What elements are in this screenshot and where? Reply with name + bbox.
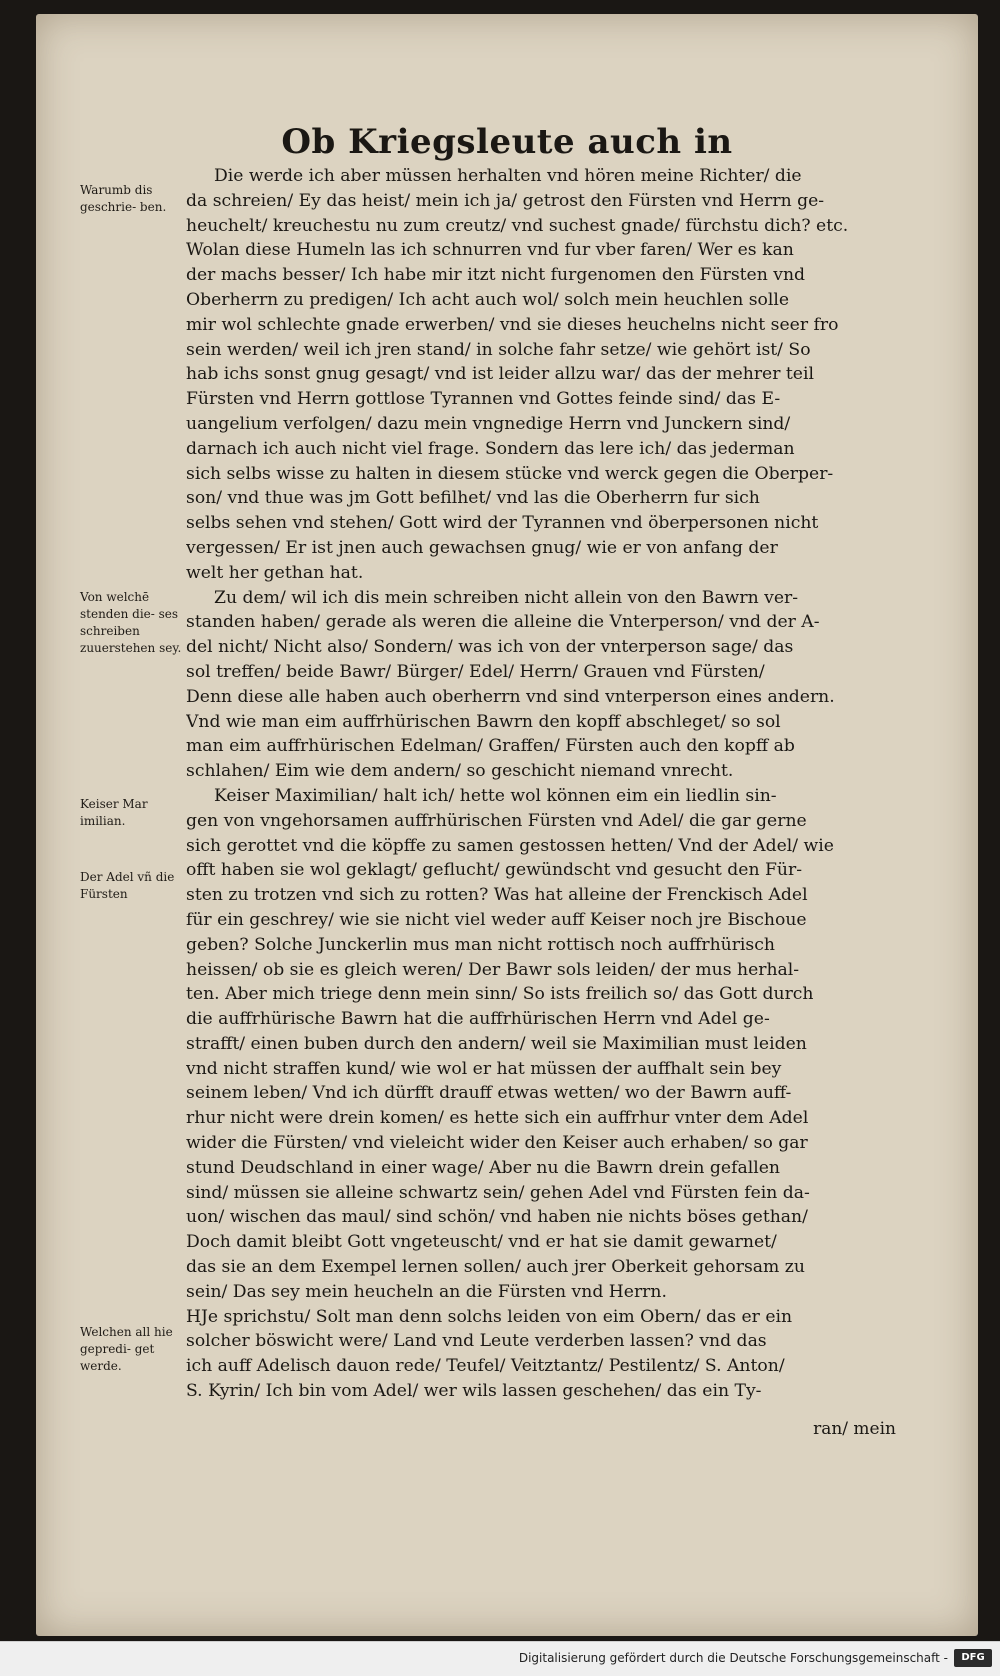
text-line: Keiser Maximilian/ halt ich/ hette wol können eim ein liedlin sin- [214,785,777,806]
text-line: Denn diese alle haben auch oberherrn vnd sind vnterperson eines andern. [186,686,835,707]
margin-note: Keiser Mar imilian. [80,797,148,828]
margin-note: Warumb dis geschrie- ben. [80,183,167,214]
text-line: geben? Solche Junckerlin mus man nicht rottisch noch auffrhürisch [186,934,775,955]
text-line: man eim auffrhürischen Edelman/ Graffen/ Fürsten auch den kopff ab [186,736,795,757]
text-line: ich auff Adelisch dauon rede/ Teufel/ Veitztantz/ Pestilentz/ S. Anton/ [186,1356,785,1377]
text-line: sich gerottet vnd die köpffe zu samen gestossen hetten/ Vnd der Adel/ wie [186,835,834,856]
text-line: gen von vngehorsamen auffrhürischen Fürsten vnd Adel/ die gar gerne [186,810,807,831]
text-line: hab ichs sonst gnug gesagt/ vnd ist leider allzu war/ das der mehrer teil [186,364,814,385]
text-line: stund Deudschland in einer wage/ Aber nu die Bawrn drein gefallen [186,1157,780,1178]
text-line: das sie an dem Exempel lernen sollen/ auch jrer Oberkeit gehorsam zu [186,1257,805,1278]
margin-note: Welchen all hie gepredi- get werde. [80,1325,173,1373]
text-line: HJe sprichstu/ Solt man denn solchs leiden von eim Obern/ das er ein [186,1306,793,1327]
text-line: Vnd wie man eim auffrhürischen Bawrn den kopff abschleget/ so sol [186,711,781,732]
text-line: offt haben sie wol geklagt/ geflucht/ gewündscht vnd gesucht den Für- [186,860,802,881]
text-line: Die werde ich aber müssen herhalten vnd hören meine Richter/ die [214,166,802,186]
text-line: strafft/ einen buben durch den andern/ weil sie Maximilian must leiden [186,1033,807,1054]
text-line: Wolan diese Humeln las ich schnurren vnd fur vber faren/ Wer es kan [186,240,794,261]
text-line: für ein geschrey/ wie sie nicht viel weder auff Keiser noch jre Bischoue [186,909,807,930]
text-line: Fürsten vnd Herrn gottlose Tyrannen vnd Gottes feinde sind/ das E- [186,389,781,410]
text-line: ten. Aber mich triege denn mein sinn/ So ists freilich so/ das Gott durch [186,984,814,1005]
margin-note: Der Adel vñ die Fürsten [80,870,175,901]
text-line: sich selbs wisse zu halten in diesem stücke vnd werck gegen die Oberper- [186,463,834,484]
text-line: die auffrhürische Bawrn hat die auffrhürischen Herrn vnd Adel ge- [186,1009,770,1030]
footer-credit: Digitalisierung gefördert durch die Deutsche Forschungsgemeinschaft - [518,1651,948,1665]
text-line: darnach ich auch nicht viel frage. Sondern das lere ich/ das jederman [186,438,795,459]
catchword: ran/ mein [813,1419,896,1439]
text-line: seinem leben/ Vnd ich dürfft drauff etwas wetten/ wo der Bawrn auff- [186,1083,792,1104]
text-line: del nicht/ Nicht also/ Sondern/ was ich von der vnterperson sage/ das [186,637,794,658]
text-line: sind/ müssen sie alleine schwartz sein/ gehen Adel vnd Fürsten fein da- [186,1182,810,1203]
text-line: da schreien/ Ey das heist/ mein ich ja/ getrost den Fürsten vnd Herrn ge- [186,190,825,211]
text-line: mir wol schlechte gnade erwerben/ vnd sie dieses heuchelns nicht seer fro [186,314,839,335]
text-line: sein werden/ weil ich jren stand/ in solche fahr setze/ wie gehört ist/ So [186,339,811,360]
text-line: der machs besser/ Ich habe mir itzt nicht furgenomen den Fürsten vnd [186,265,806,286]
text-line: sein/ Das sey mein heucheln an die Fürsten vnd Herrn. [186,1281,667,1302]
running-header: Ob Kriegsleute auch in [281,122,733,162]
footer-bar [0,1641,1000,1676]
body-text [186,164,950,1404]
dfg-logo: DFG [954,1649,992,1667]
text-line: Oberherrn zu predigen/ Ich acht auch wol/ solch mein heuchlen solle [186,289,790,310]
text-line: S. Kyrin/ Ich bin vom Adel/ wer wils lassen geschehen/ das ein Ty- [186,1381,762,1402]
text-line: selbs sehen vnd stehen/ Gott wird der Tyrannen vnd öberpersonen nicht [186,513,819,534]
text-line: vergessen/ Er ist jnen auch gewachsen gnug/ wie er von anfang der [186,537,778,558]
text-line: vnd nicht straffen kund/ wie wol er hat müssen der auffhalt sein bey [186,1058,782,1079]
text-line: wider die Fürsten/ vnd vieleicht wider den Keiser auch erhaben/ so gar [186,1133,808,1154]
text-line: sten zu trotzen vnd sich zu rotten? Was hat alleine der Frenckisch Adel [186,885,808,906]
text-line: heuchelt/ kreuchestu nu zum creutz/ vnd suchest gnade/ fürchstu dich? etc. [186,215,849,236]
text-line: sol treffen/ beide Bawr/ Bürger/ Edel/ Herrn/ Grauen vnd Fürsten/ [186,661,765,682]
text-line: son/ vnd thue was jm Gott befilhet/ vnd las die Oberherrn fur sich [186,488,760,509]
text-line: heissen/ ob sie es gleich weren/ Der Bawr sols leiden/ der mus herhal- [186,959,800,980]
text-line: schlahen/ Eim wie dem andern/ so geschicht niemand vnrecht. [186,761,734,782]
text-line: Zu dem/ wil ich dis mein schreiben nicht allein von den Bawrn ver- [214,587,799,608]
text-line: solcher böswicht were/ Land vnd Leute verderben lassen? vnd das [186,1331,767,1352]
document-page [36,14,978,1636]
text-line: welt her gethan hat. [186,562,364,583]
margin-note: Von welchē stenden die- ses schreiben zuuerstehen sey. [80,590,182,655]
text-line: uon/ wischen das maul/ sind schön/ vnd haben nie nichts böses gethan/ [186,1207,808,1228]
text-line: Doch damit bleibt Gott vngeteuscht/ vnd er hat sie damit gewarnet/ [186,1232,777,1253]
text-line: uangelium verfolgen/ dazu mein vngnedige Herrn vnd Junckern sind/ [186,413,791,434]
text-line: rhur nicht were drein komen/ es hette sich ein auffrhur vnter dem Adel [186,1108,809,1129]
text-line: standen haben/ gerade als weren die alleine die Vnterperson/ vnd der A- [186,612,820,633]
